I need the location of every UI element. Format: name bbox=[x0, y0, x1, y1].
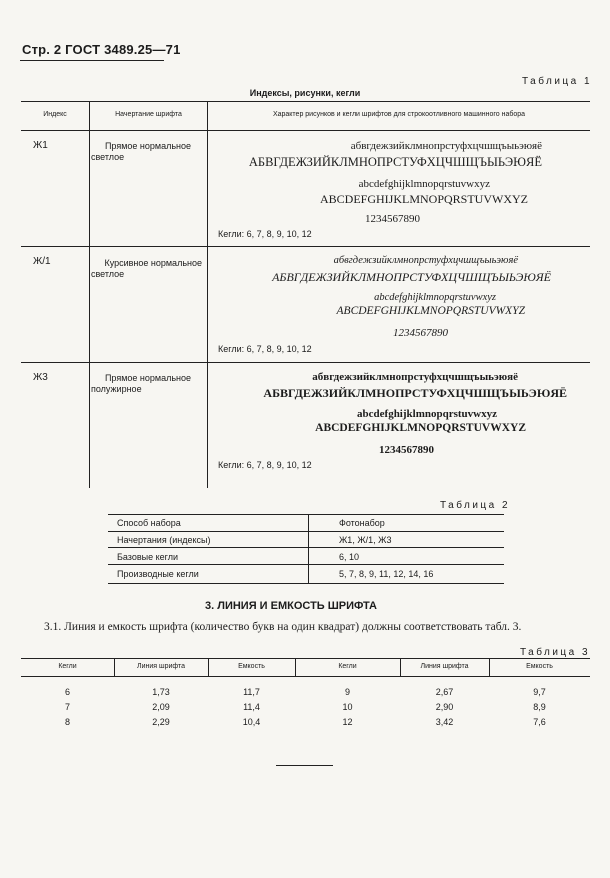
table2-row-name: Производные кегли bbox=[117, 569, 199, 579]
table2-row-value: Ж1, Ж/1, Ж3 bbox=[339, 535, 392, 545]
table3-label: Таблица 3 bbox=[520, 647, 591, 658]
sample-cyr-lower: абвгдежзийклмнопрстуфхцчшщъыьэюяё bbox=[350, 140, 542, 152]
table2-row-value: 5, 7, 8, 9, 11, 12, 14, 16 bbox=[339, 569, 434, 579]
table2-col-rule bbox=[308, 514, 309, 583]
sample-lat-upper: ABCDEFGHIJKLMNOPQRSTUVWXYZ bbox=[319, 192, 528, 206]
sample-digits: 1234567890 bbox=[393, 327, 448, 339]
table3-cell: 2,29 bbox=[152, 717, 170, 727]
style-line2: светлое bbox=[91, 269, 125, 279]
table2-rule bbox=[108, 531, 504, 532]
page-header: Стр. 2 ГОСТ 3489.25—71 bbox=[22, 42, 181, 57]
table2-row-value: 6, 10 bbox=[339, 552, 360, 562]
sample-digits: 1234567890 bbox=[379, 444, 434, 456]
table3-cell: 9 bbox=[344, 687, 350, 697]
table1-row-rule bbox=[21, 246, 590, 247]
table3-header: Линия шрифта bbox=[420, 663, 469, 670]
table2-bottom-rule bbox=[108, 583, 504, 584]
table2-rule bbox=[108, 564, 504, 565]
table1-row-kegli: Кегли: 6, 7, 8, 9, 10, 12 bbox=[218, 460, 312, 470]
table3-cell: 10,4 bbox=[242, 717, 261, 727]
style-line2: полужирное bbox=[91, 384, 142, 394]
table3-cell: 12 bbox=[342, 717, 353, 727]
sample-cyr-upper: АБВГДЕЖЗИЙКЛМНОПРСТУФХЦЧШЩЪЫЬЭЮЯЁ bbox=[272, 270, 551, 284]
table1-row-index: Ж3 bbox=[33, 372, 48, 383]
table1-row-index: Ж/1 bbox=[33, 256, 51, 267]
table3-cell: 6 bbox=[64, 687, 70, 697]
table3-header: Линия шрифта bbox=[136, 663, 186, 670]
table1-row-kegli: Кегли: 6, 7, 8, 9, 10, 12 bbox=[218, 229, 312, 239]
table1-row-style bbox=[91, 141, 207, 152]
sample-lat-upper: ABCDEFGHIJKLMNOPQRSTUVWXYZ bbox=[315, 422, 526, 434]
header-underline bbox=[20, 60, 164, 61]
sample-cyr-lower: абвгдежзийклмнопрстуфхцчшщъыьэюяё bbox=[312, 371, 518, 383]
table2-row-name: Базовые кегли bbox=[117, 552, 179, 562]
table1-row-rule bbox=[21, 362, 590, 363]
table3-cell: 7,6 bbox=[533, 717, 546, 727]
table1-row-kegli: Кегли: 6, 7, 8, 9, 10, 12 bbox=[218, 344, 312, 354]
style-line1: Курсивное нормальное bbox=[104, 258, 202, 268]
sample-digits: 1234567890 bbox=[365, 213, 420, 225]
table2-row-name: Способ набора bbox=[117, 518, 181, 528]
section-title: 3. ЛИНИЯ И ЕМКОСТЬ ШРИФТА bbox=[205, 600, 377, 612]
sample-cyr-upper: АБВГДЕЖЗИЙКЛМНОПРСТУФХЦЧШЩЪЫЬЭЮЯЁ bbox=[248, 155, 542, 169]
table3-cell: 8 bbox=[64, 717, 70, 727]
closing-rule bbox=[276, 765, 333, 766]
table3-cell: 2,67 bbox=[435, 687, 454, 697]
table1-header-rule bbox=[21, 130, 590, 131]
table2-row-value: Фотонабор bbox=[339, 518, 385, 528]
table1-col-rule bbox=[89, 101, 90, 488]
table3-cell: 3,42 bbox=[435, 717, 454, 727]
table2-top-rule bbox=[108, 514, 504, 515]
table3-cell: 11,4 bbox=[243, 702, 260, 712]
sample-lat-upper: ABCDEFGHIJKLMNOPQRSTUVWXYZ bbox=[336, 305, 525, 317]
table1-label: Таблица 1 bbox=[522, 76, 593, 87]
style-line1: Прямое нормальное bbox=[104, 373, 191, 383]
table3-cell: 2,90 bbox=[435, 702, 454, 712]
table2-rule bbox=[108, 547, 504, 548]
table3-cell: 7 bbox=[64, 702, 70, 712]
table3-header: Кегли bbox=[338, 663, 357, 670]
table3-cell: 11,7 bbox=[243, 687, 260, 697]
sample-lat-lower: abcdefghijklmnopqrstuvwxyz bbox=[358, 178, 490, 190]
sample-lat-lower: abcdefghijklmnopqrstuvwxyz bbox=[357, 408, 497, 420]
sample-cyr-lower: абвгдежзийклмнопрстуфхцчшщъыьэюяё bbox=[333, 255, 518, 266]
style-line2: светлое bbox=[91, 152, 125, 162]
style-line1: Прямое нормальное bbox=[104, 141, 191, 151]
section-paragraph: 3.1. Линия и емкость шрифта (количество букв на один квадрат) должны соответствовать табл. 3. bbox=[44, 621, 522, 633]
table3-header-rule bbox=[21, 676, 590, 677]
table1-col-sample: Характер рисунков и кегли шрифтов для строкоотливного машинного набора bbox=[272, 111, 526, 118]
table2-row-name: Начертания (индексы) bbox=[117, 535, 211, 545]
table3-cell: 9,7 bbox=[533, 687, 546, 697]
table3-header: Кегли bbox=[58, 663, 77, 670]
table1-col-style: Начертание шрифта bbox=[115, 111, 182, 118]
sample-lat-lower: abcdefghijklmnopqrstuvwxyz bbox=[374, 292, 496, 303]
table3-header: Емкость bbox=[526, 663, 553, 670]
table3-header: Емкость bbox=[238, 663, 265, 670]
table2-label: Таблица 2 bbox=[440, 500, 511, 511]
table3-top-rule bbox=[21, 658, 590, 659]
table1-col-index: Индекс bbox=[43, 111, 67, 118]
table3-cell: 8,9 bbox=[533, 702, 546, 712]
table1-row-index: Ж1 bbox=[33, 140, 48, 151]
sample-cyr-upper: АБВГДЕЖЗИЙКЛМНОПРСТУФХЦЧШЩЪЫЬЭЮЯЁ bbox=[263, 386, 567, 400]
table3-cell: 10 bbox=[342, 702, 353, 712]
table1-caption: Индексы, рисунки, кегли bbox=[249, 88, 361, 98]
table3-cell: 1,73 bbox=[152, 687, 170, 697]
table3-cell: 2,09 bbox=[152, 702, 170, 712]
table1-top-rule bbox=[21, 101, 590, 102]
